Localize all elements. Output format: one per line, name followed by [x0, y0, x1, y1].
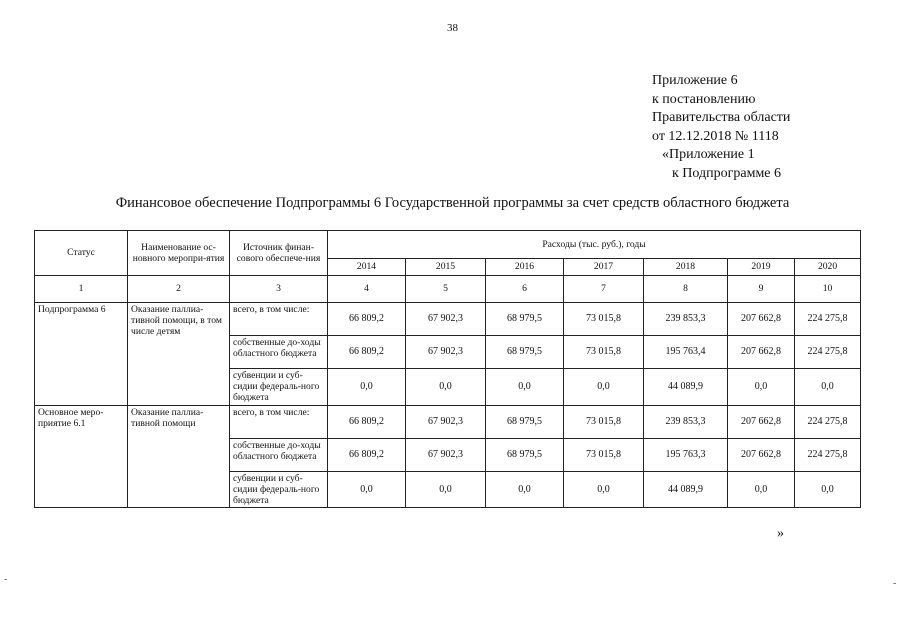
document-title: Финансовое обеспечение Подпрограммы 6 Государственной программы за счет средств областного бюджета — [115, 195, 790, 211]
value-cell: 0,0 — [328, 369, 406, 406]
column-number: 9 — [728, 276, 795, 303]
source-cell: собственные до-ходы областного бюджета — [230, 336, 328, 369]
column-number: 4 — [328, 276, 406, 303]
status-cell: Подпрограмма 6 — [35, 303, 128, 406]
value-cell: 0,0 — [795, 369, 861, 406]
value-cell: 66 809,2 — [328, 438, 406, 471]
value-cell: 66 809,2 — [328, 405, 406, 438]
column-number: 3 — [230, 276, 328, 303]
value-cell: 207 662,8 — [728, 438, 795, 471]
value-cell: 207 662,8 — [728, 336, 795, 369]
column-number: 6 — [486, 276, 564, 303]
appendix-line: к Подпрограмме 6 — [672, 165, 782, 181]
source-cell: всего, в том числе: — [230, 405, 328, 438]
value-cell: 195 763,4 — [644, 336, 728, 369]
source-cell: субвенции и суб-сидии федераль-ного бюджета — [230, 471, 328, 508]
value-cell: 224 275,8 — [795, 336, 861, 369]
column-number: 10 — [795, 276, 861, 303]
value-cell: 67 902,3 — [406, 303, 486, 336]
column-number: 8 — [644, 276, 728, 303]
source-header: Источник финан-сового обеспече-ния — [230, 231, 328, 276]
page-number: 38 — [447, 22, 458, 34]
value-cell: 224 275,8 — [795, 405, 861, 438]
scan-mark: - — [4, 574, 8, 585]
year-header: 2016 — [486, 259, 564, 276]
scan-mark: - — [893, 578, 897, 589]
column-number: 7 — [564, 276, 644, 303]
column-number: 1 — [35, 276, 128, 303]
appendix-line: «Приложение 1 — [662, 147, 755, 163]
value-cell: 0,0 — [328, 471, 406, 508]
value-cell: 68 979,5 — [486, 303, 564, 336]
value-cell: 207 662,8 — [728, 405, 795, 438]
table-row — [35, 405, 861, 438]
column-number-row — [35, 276, 861, 303]
value-cell: 73 015,8 — [564, 303, 644, 336]
value-cell: 239 853,3 — [644, 303, 728, 336]
value-cell: 0,0 — [486, 369, 564, 406]
status-header: Статус — [35, 231, 128, 276]
value-cell: 73 015,8 — [564, 438, 644, 471]
year-header: 2015 — [406, 259, 486, 276]
appendix-line: Приложение 6 — [652, 73, 738, 88]
value-cell: 68 979,5 — [486, 438, 564, 471]
appendix-block — [652, 72, 790, 184]
year-header: 2020 — [795, 259, 861, 276]
closing-quote: » — [777, 526, 784, 541]
header-row — [35, 231, 861, 259]
value-cell: 0,0 — [795, 471, 861, 508]
value-cell: 68 979,5 — [486, 405, 564, 438]
value-cell: 66 809,2 — [328, 336, 406, 369]
expenses-header: Расходы (тыс. руб.), годы — [328, 231, 861, 259]
value-cell: 67 902,3 — [406, 405, 486, 438]
value-cell: 207 662,8 — [728, 303, 795, 336]
value-cell: 0,0 — [728, 471, 795, 508]
value-cell: 73 015,8 — [564, 336, 644, 369]
table-row — [35, 303, 861, 336]
source-cell: всего, в том числе: — [230, 303, 328, 336]
appendix-line: к постановлению — [652, 91, 756, 107]
value-cell: 67 902,3 — [406, 336, 486, 369]
value-cell: 44 089,9 — [644, 369, 728, 406]
value-cell: 239 853,3 — [644, 405, 728, 438]
value-cell: 195 763,3 — [644, 438, 728, 471]
measure-name-cell: Оказание паллиа-тивной помощи — [128, 405, 230, 508]
column-number: 5 — [406, 276, 486, 303]
value-cell: 73 015,8 — [564, 405, 644, 438]
appendix-line: Правительства области — [652, 110, 791, 126]
value-cell: 44 089,9 — [644, 471, 728, 508]
measure-name-header: Наименование ос-новного меропри-ятия — [128, 231, 230, 276]
value-cell: 0,0 — [564, 369, 644, 406]
value-cell: 66 809,2 — [328, 303, 406, 336]
value-cell: 0,0 — [406, 471, 486, 508]
column-number: 2 — [128, 276, 230, 303]
value-cell: 224 275,8 — [795, 303, 861, 336]
year-header: 2018 — [644, 259, 728, 276]
appendix-line: от 12.12.2018 № 1118 — [652, 128, 779, 144]
measure-name-cell: Оказание паллиа-тивной помощи, в том числе детям — [128, 303, 230, 406]
value-cell: 224 275,8 — [795, 438, 861, 471]
year-header: 2017 — [564, 259, 644, 276]
value-cell: 0,0 — [486, 471, 564, 508]
value-cell: 68 979,5 — [486, 336, 564, 369]
year-header: 2019 — [728, 259, 795, 276]
financing-table — [34, 230, 861, 508]
year-header: 2014 — [328, 259, 406, 276]
status-cell: Основное меро-приятие 6.1 — [35, 405, 128, 508]
value-cell: 0,0 — [728, 369, 795, 406]
source-cell: субвенции и суб-сидии федераль-ного бюджета — [230, 369, 328, 406]
value-cell: 0,0 — [406, 369, 486, 406]
source-cell: собственные до-ходы областного бюджета — [230, 438, 328, 471]
value-cell: 0,0 — [564, 471, 644, 508]
value-cell: 67 902,3 — [406, 438, 486, 471]
